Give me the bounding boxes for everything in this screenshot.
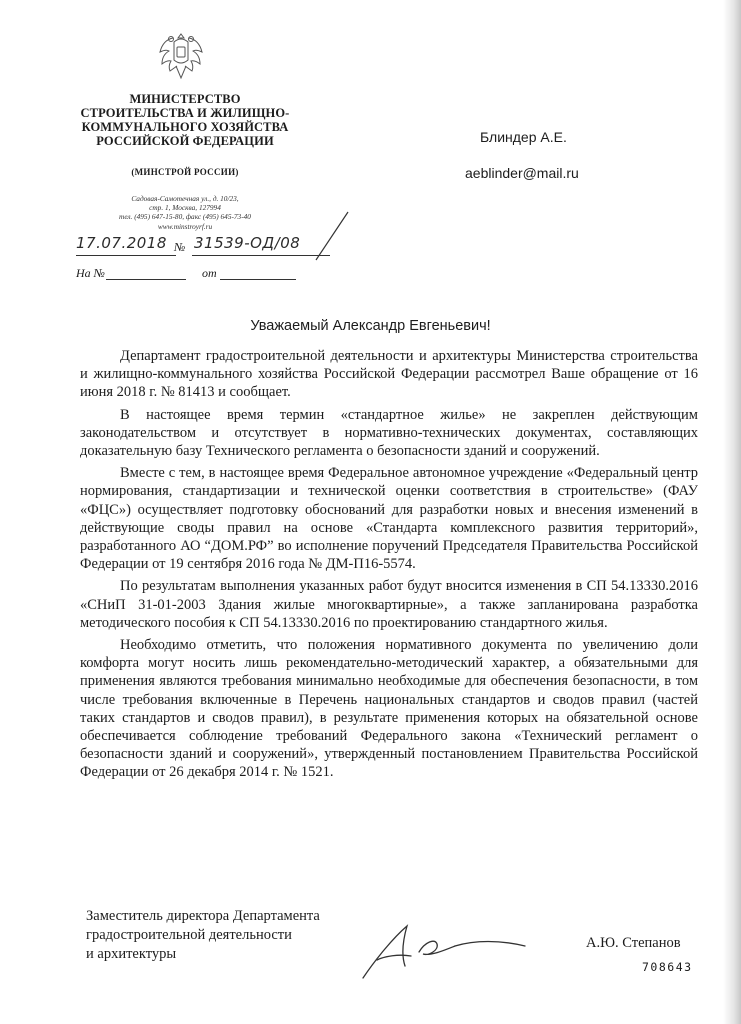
registration-date: 17.07.2018	[76, 234, 167, 252]
reference-date-label: от	[202, 266, 217, 280]
reference-row	[76, 266, 306, 282]
contact-line: Садовая-Самотечная ул., д. 10/23,	[131, 194, 239, 203]
letter-paragraph: В настоящее время термин «стандартное жилье» не закреплен действующим законодательством и отсутствует в нормативно-технических документах, составляющих доказательную базу Технического регламента о безопасности зданий и сооружений.	[80, 406, 698, 460]
registration-number: 31539-ОД/08	[194, 234, 301, 252]
letter-paragraph: По результатам выполнения указанных работ будут вносится изменения в СП 54.13330.2016 «СНиП 31-01-2003 Здания жилые многоквартирные», а также запланирована разработка методического пособия к СП 54.13330.2016 по проектированию стандартного жилья.	[80, 578, 698, 631]
signer-position-line: градостроительной деятельности	[86, 927, 292, 943]
ministry-contacts	[70, 194, 300, 231]
recipient-email: aeblinder@mail.ru	[465, 165, 579, 181]
registration-number-label: №	[174, 240, 186, 254]
reference-date-line	[220, 278, 296, 280]
ministry-abbreviation: (МИНСТРОЙ РОССИИ)	[131, 167, 239, 177]
page-edge-shadow	[723, 0, 741, 1024]
registration-row	[76, 232, 366, 260]
salutation: Уважаемый Александр Евгеньевич!	[250, 318, 491, 334]
signer-position-line: и архитектуры	[86, 946, 177, 962]
contact-line: стр. 1, Москва, 127994	[149, 203, 221, 213]
reference-number-line	[106, 278, 186, 280]
signer-name: А.Ю. Степанов	[586, 935, 681, 951]
letter-body	[80, 347, 698, 786]
document-number: 708643	[642, 960, 693, 974]
slash-mark	[308, 210, 358, 262]
letter-paragraph: Департамент градостроительной деятельности и архитектуры Министерства строительства и жилищно-коммунального хозяйства Российской Федерации рассмотрел Ваше обращение от 16 июня 2018 г. № 81413 и сообщает.	[80, 348, 698, 401]
ministry-line: РОССИЙСКОЙ ФЕДЕРАЦИИ	[96, 134, 274, 148]
letter-paragraph: Вместе с тем, в настоящее время Федеральное автономное учреждение «Федеральный центр нормирования, стандартизации и технической оценки соответствия в строительстве» (ФАУ «ФЦС») осуществляет подготовку обоснований для разработки новых и внесения изменений в действующие своды правил на основе «Стандарта комплексного развития территорий», разработанного АО “ДОМ.РФ” во исполнение поручений Председателя Правительства Российской Федерации от 19 сентября 2016 года № ДМ-П16-5574.	[80, 465, 698, 573]
signer-position-line: Заместитель директора Департамента	[86, 908, 320, 924]
coat-of-arms-icon	[157, 28, 205, 84]
ministry-line: КОММУНАЛЬНОГО ХОЗЯЙСТВА	[81, 120, 289, 134]
contact-line: www.minstroyrf.ru	[157, 221, 213, 231]
ministry-line: МИНИСТЕРСТВО	[129, 92, 241, 106]
date-underline	[76, 254, 176, 256]
ministry-line: СТРОИТЕЛЬСТВА И ЖИЛИЩНО-	[80, 106, 290, 120]
ministry-name	[60, 92, 310, 148]
recipient-name: Блиндер А.Е.	[480, 129, 567, 145]
signer-position	[86, 907, 386, 964]
reference-number-label: На №	[76, 266, 105, 280]
letter-paragraph: Необходимо отметить, что положения нормативного документа по увеличению доли комфорта могут носить лишь рекомендательно-методический характер, а обязательными для применения являются требования минимально необходимые для обеспечения безопасности, в том числе требования включенные в Перечень национальных стандартов и сводов правил (частей таких стандартов и сводов правил), в результате применения которых на обязательной основе обеспечивается соблюдение требований Федерального закона «Технический регламент о безопасности зданий и сооружений», утвержденный постановлением Правительства Российской Федерации от 26 декабря 2014 г. № 1521.	[80, 637, 698, 781]
contact-line: тел. (495) 647-15-80, факс (495) 645-73-40	[119, 212, 251, 222]
handwritten-signature	[355, 920, 530, 982]
